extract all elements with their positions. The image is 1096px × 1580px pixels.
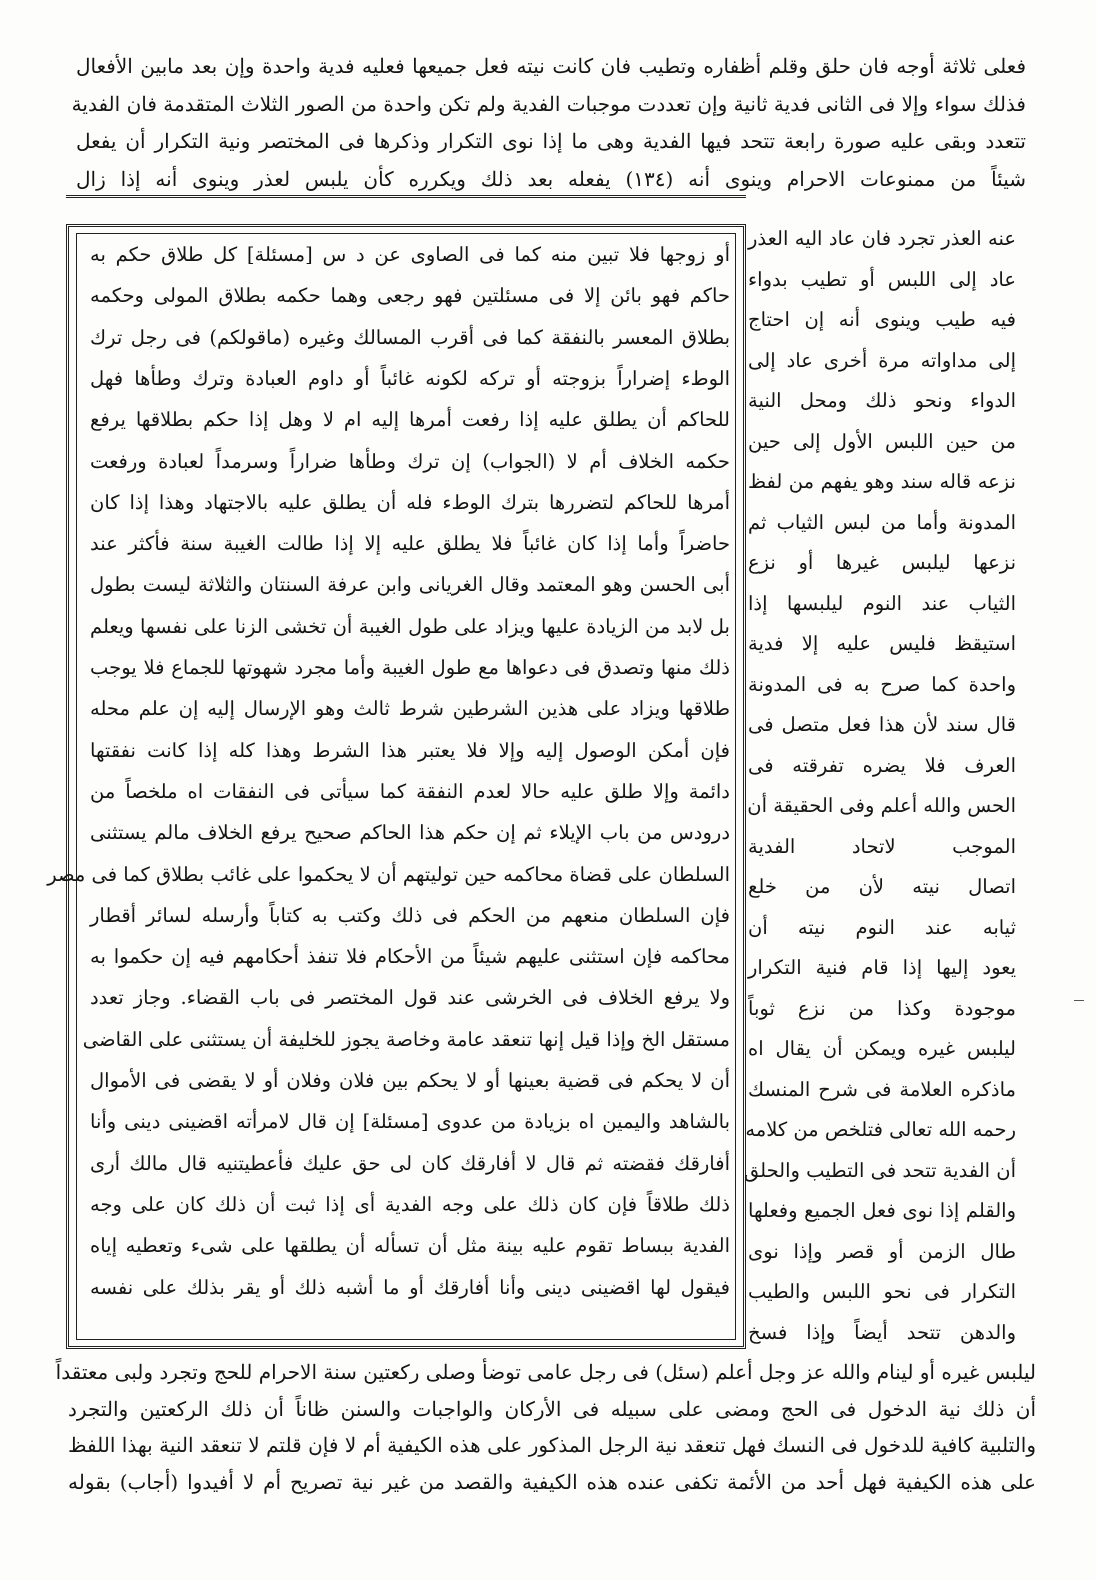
commentary-line: طلاقها ويزاد على هذين الشرطين شرط ثالث وهو الإرسال إليه إن علم محله — [90, 697, 730, 721]
side-line: العرف فلا يضره تفرقته فى — [748, 753, 1016, 777]
commentary-line: أبى الحسن وهو المعتمد وقال الغريانى وابن عرفة السنتان والثلاثة ليست بطول — [90, 573, 730, 597]
side-line: المدونة وأما من لبس الثياب ثم — [748, 510, 1016, 534]
side-line: ماذكره العلامة فى شرح المنسك — [748, 1077, 1016, 1101]
text-line: على هذه الكيفية فهل أحد من الأئمة تكفى عنده هذه الكيفية والقصد من غير نية تصريح أم لا أفيدوا (أجاب) بقوله — [68, 1469, 1036, 1494]
side-line: الموجب لاتحاد الفدية — [748, 834, 1016, 858]
commentary-line: ذلك طلاقاً فإن كان ذلك على وجه الفدية أى إذا ثبت أن ذلك كان على وجه — [90, 1192, 730, 1216]
commentary-line: أن لا يحكم فى قضية بعينها أو لا يحكم بين فلان وفلان أو لا يقضى فى الأموال — [90, 1069, 730, 1092]
commentary-line: الفدية ببساط تقوم عليه بينة مثل أن تسأله أن يطلقها على شىء وتعطيه إياه — [90, 1234, 730, 1258]
side-line: قال سند لأن هذا فعل متصل فى — [748, 713, 1016, 736]
commentary-line: أفارقك فقضته ثم قال لا أفارقك كان لى حق عليك فأعطيتنيه قال مالك أرى — [90, 1151, 730, 1175]
commentary-line: فيقول لها اقضينى دينى وأنا أفارقك أو ما أشبه ذلك أو يقر بذلك على نفسه — [90, 1275, 730, 1299]
commentary-line: أو زوجها فلا تبين منه كما فى الصاوى عن د س [مسئلة] كل طلاق حكم به — [90, 243, 730, 266]
text-line: تتعدد وبقى عليه صورة رابعة تتحد فيها الفدية وهى ما إذا نوى التكرار وذكرها فى المختصر ونية التكرار أن يفعل — [76, 129, 1026, 153]
side-line: موجودة وكذا من نزع ثوباً — [748, 996, 1016, 1020]
text-line: أن ذلك نية الدخول فى الحج ومضى على سبيله فى الأركان والواجبات والسنن ظاناً أن ذلك الركعتين والتجرد — [68, 1396, 1036, 1421]
commentary-line: للحاكم أن يطلق عليه إذا رفعت أمرها إليه ام لا وهل إذا حكم بطلاقها يرفع — [90, 408, 730, 432]
side-line: والقلم إذا نوى فعل الجميع وفعلها — [748, 1199, 1016, 1222]
side-line: ليلبس غيره ويمكن أن يقال اه — [748, 1037, 1016, 1060]
side-line: واحدة كما صرح به فى المدونة — [748, 672, 1016, 696]
margin-mark — [1074, 1000, 1084, 1001]
side-line: اتصال نيته لأن من خلع — [748, 875, 1016, 898]
commentary-line: بالشاهد واليمين اه بزيادة من عدوى [مسئلة] إن قال لامرأته اقضينى دينى وأنا — [90, 1110, 730, 1134]
side-line: طال الزمن أو قصر وإذا نوى — [748, 1239, 1016, 1263]
side-line: عاد إلى اللبس أو تطيب بدواء — [748, 267, 1016, 291]
top-divider — [66, 195, 746, 198]
commentary-line: حكمه الخلاف أم لا (الجواب) إن ترك وطأها ضراراً وسرمداً لعبادة ورفعت — [90, 449, 730, 473]
side-line: رحمه الله تعالى فتلخص من كلامه — [745, 1118, 1016, 1141]
commentary-line: ذلك منها وتصدق فى دعواها مع طول الغيبة وأما مجرد شهوتها للجماع فلا يوجب — [90, 656, 730, 679]
commentary-line: ولا يرفع الخلاف فى الخرشى عند قول المختصر فى باب القضاء. وجاز تعدد — [90, 986, 730, 1010]
side-line: نزعها ليلبس غيرها أو نزع — [748, 551, 1016, 574]
side-line: استيقظ فليس عليه إلا فدية — [748, 632, 1016, 655]
commentary-line: درودس من باب الإيلاء ثم إن حكم هذا الحاكم صحيح يرفع الخلاف مالم يستثنى — [90, 821, 730, 845]
text-line: ليلبس غيره أو لينام والله عز وجل أعلم (سئل) فى رجل عامى توضأ وصلى ركعتين سنة الاحرام للحج وتجرد ولبى معتقداً — [55, 1360, 1036, 1384]
side-line: إلى مداواته مرة أخرى عاد إلى — [748, 348, 1016, 372]
side-line: من حين اللبس الأول إلى حين — [748, 429, 1016, 453]
side-line: أن الفدية تتحد فى التطيب والحلق — [743, 1158, 1016, 1182]
commentary-line: فإن السلطان منعهم من الحكم فى ذلك وكتب به كتاباً وأرسله لسائر أقطار — [90, 903, 730, 927]
text-line: فذلك سواء وإلا فى الثانى فدية ثانية وإن تعددت موجبات الفدية ولم تكن واحدة من الصور الثلاث المتقدمة فان الفدية — [71, 91, 1026, 116]
commentary-line: فإن أمكن الوصول إليه وإلا فلا يعتبر هذا الشرط وهذا كله إذا كانت نفقتها — [90, 738, 730, 762]
commentary-line: بطلاق المعسر بالنفقة كما فى أقرب المسالك وغيره (ماقولكم) فى رجل ترك — [90, 325, 730, 349]
commentary-line: حاكم فهو بائن إلا فى مسئلتين فهو رجعى وهما حكمه بطلاق المولى وحكمه — [90, 284, 730, 308]
commentary-line: السلطان على قضاة محاكمه حين توليتهم أن لا يحكموا على غائب بطلاق كما فى مصر — [47, 862, 730, 886]
side-line: عنه العذر تجرد فان عاد اليه العذر — [748, 227, 1016, 250]
commentary-line: الوطء إضراراً بزوجته أو تركه لكونه غائباً أو داوم العبادة وترك وطأها فهل — [90, 366, 730, 390]
commentary-line: دائمة وإلا طلق عليه حالا لعدم النفقة كما سيأتى فى النفقات اه ملخصاً من — [90, 779, 730, 803]
commentary-line: حاضراً وأما إذا كان غائباً فلا يطلق عليه إلا إذا طالت الغيبة سنة فأكثر عند — [90, 532, 730, 556]
side-line: الحس والله أعلم وفى الحقيقة أن — [747, 794, 1016, 817]
text-line: فعلى ثلاثة أوجه فان حلق وقلم أظفاره وتطيب فان كانت نيته فعل جميعها فعليه فدية واحدة وإن بعد مابين الأفعال — [76, 54, 1026, 78]
side-line: التكرار فى نحو اللبس والطيب — [748, 1280, 1016, 1303]
side-line: الثياب عند النوم ليلبسها إذا — [748, 591, 1016, 615]
text-line: والتلبية كافية للدخول فى النسك فهل تنعقد نية الرجل المذكور على هذه الكيفية أم لا فإن قلتم لا تنعقد النية بهذا اللفظ — [68, 1433, 1036, 1457]
commentary-line: محاكمه فإن استثنى عليهم شيئاً من الأحكام فلا تنفذ أحكامهم فيه إن حكموا به — [90, 945, 730, 969]
side-line: ثيابه عند النوم نيته أن — [748, 915, 1016, 939]
commentary-line: أمرها للحاكم لتضررها بترك الوطء فله أن يطلق عليه بالاجتهاد وهذا إذا كان — [90, 490, 730, 514]
side-line: يعود إليها إذا قام فنية التكرار — [748, 956, 1016, 979]
side-line: نزعه قاله سند وهو يفهم من لفظ — [748, 470, 1016, 493]
commentary-line: مستقل الخ وإذا قيل إنها تنعقد عامة وخاصة يجوز للخليفة أن يستثنى على القاضى — [82, 1027, 730, 1051]
commentary-line: بل لابد من الزيادة عليها ويزاد على طول الغيبة أن تخشى الزنا على نفسها ويعلم — [90, 614, 730, 638]
side-line: والدهن تتحد أيضاً وإذا فسخ — [748, 1320, 1016, 1344]
side-line: الدواء ونحو ذلك ومحل النية — [748, 389, 1016, 412]
side-line: فيه طيب وينوى أنه إن احتاج — [748, 308, 1016, 331]
text-line: شيئاً من ممنوعات الاحرام وينوى أنه (١٣٤) يفعله بعد ذلك ويكرره كأن يلبس لعذر وينوى أنه إذا زال — [76, 166, 1027, 191]
